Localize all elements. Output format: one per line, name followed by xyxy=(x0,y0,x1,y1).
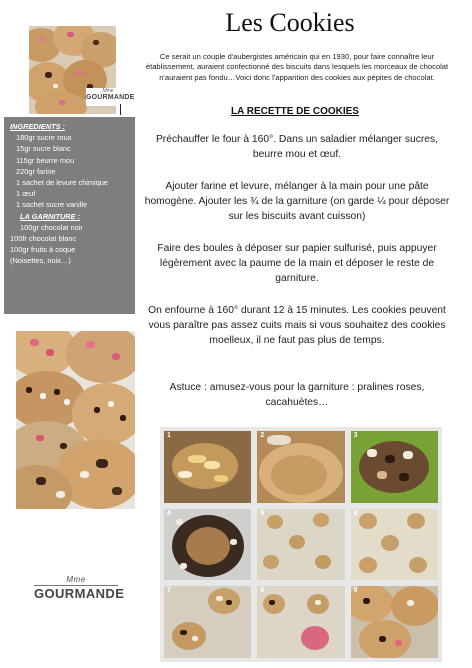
brand-logo xyxy=(34,575,125,601)
garniture-heading: LA GARNITURE : xyxy=(20,211,81,221)
logo-gourmande: GOURMANDE xyxy=(34,586,125,601)
step-photo-3 xyxy=(351,431,438,503)
garniture-item: (Noisettes, noix…) xyxy=(10,256,71,266)
step-number: 9 xyxy=(353,587,358,595)
photo-brand-badge xyxy=(86,88,135,106)
ingredient-item: 15gr sucre blanc xyxy=(16,144,71,154)
step-photo-5 xyxy=(257,509,344,581)
intro-text: Ce serait un couple d'aubergistes américain qui en 1930, pour faire connaître leur établissement, auraient confectionné des biscuits dans lesquels les morceaux de chocolat n'auraient pas fondu…Voici donc l'apparition des cookies aux pépites de chocolat. xyxy=(145,52,449,82)
step-photo-9 xyxy=(351,586,438,658)
ingredients-box xyxy=(4,117,135,314)
tip-paragraph: Astuce : amusez-vous pour la garniture : pralines roses, cacahuètes… xyxy=(169,382,425,408)
text-cursor xyxy=(120,104,121,115)
step-photo-6 xyxy=(351,509,438,581)
logo-mme: Mme xyxy=(66,575,86,584)
recipe-title: LA RECETTE DE COOKIES xyxy=(231,106,359,117)
step-photo-2 xyxy=(257,431,344,503)
step-photo-1 xyxy=(164,431,251,503)
cookie-photo-stack xyxy=(16,331,135,509)
step-photo-grid xyxy=(160,427,442,662)
step-number: 5 xyxy=(260,509,265,517)
ingredient-item: 1 sachet de levure chimique xyxy=(16,178,109,188)
garniture-item: 100gr chocolat noir xyxy=(20,222,83,232)
step-number: 8 xyxy=(260,587,265,595)
ingredients-heading: INGREDIENTS : xyxy=(10,122,66,131)
step-paragraph: Ajouter farine et levure, mélanger à la main pour une pâte homogène. Ajouter les ¾ de la garniture (on garde ¼ pour déposer sur les biscuits avant cuisson) xyxy=(144,181,450,222)
step-number: 1 xyxy=(167,432,171,439)
step-number: 7 xyxy=(167,587,171,595)
ingredient-item: 1 œuf xyxy=(16,189,36,199)
step-number: 3 xyxy=(353,432,358,439)
step-photo-8 xyxy=(257,586,344,658)
step-paragraph: On enfourne à 160° durant 12 à 15 minutes. Les cookies peuvent vous paraître pas assez cuits mais si vous souhaitez des cookies moelleux, il ne faut pas plus de temps. xyxy=(148,305,446,346)
step-paragraph: Faire des boules à déposer sur papier sulfurisé, puis appuyer légèrement avec la paume de la main et déposer le reste de garniture. xyxy=(157,243,437,284)
step-number: 6 xyxy=(353,509,358,517)
step-paragraph: Préchauffer le four à 160°. Dans un saladier mélanger sucres, beurre mou et œuf. xyxy=(155,134,439,160)
page-title: Les Cookies xyxy=(225,8,355,37)
ingredient-item: 115gr beurre mou xyxy=(16,155,75,165)
badge-mme: Mme xyxy=(102,88,114,94)
step-number: 4 xyxy=(167,509,171,517)
step-photo-7 xyxy=(164,586,251,658)
step-number: 2 xyxy=(260,432,265,439)
garniture-item: 100gr fruits à coque xyxy=(10,245,76,255)
step-photo-4 xyxy=(164,509,251,581)
garniture-item: 100fr chocolat blanc xyxy=(10,234,77,244)
ingredient-item: 1 sachet sucre vanille xyxy=(16,200,88,210)
ingredient-item: 180gr sucre roux xyxy=(16,133,72,143)
badge-gourmande: GOURMANDE xyxy=(86,94,135,101)
ingredient-item: 220gr farine xyxy=(16,166,56,176)
